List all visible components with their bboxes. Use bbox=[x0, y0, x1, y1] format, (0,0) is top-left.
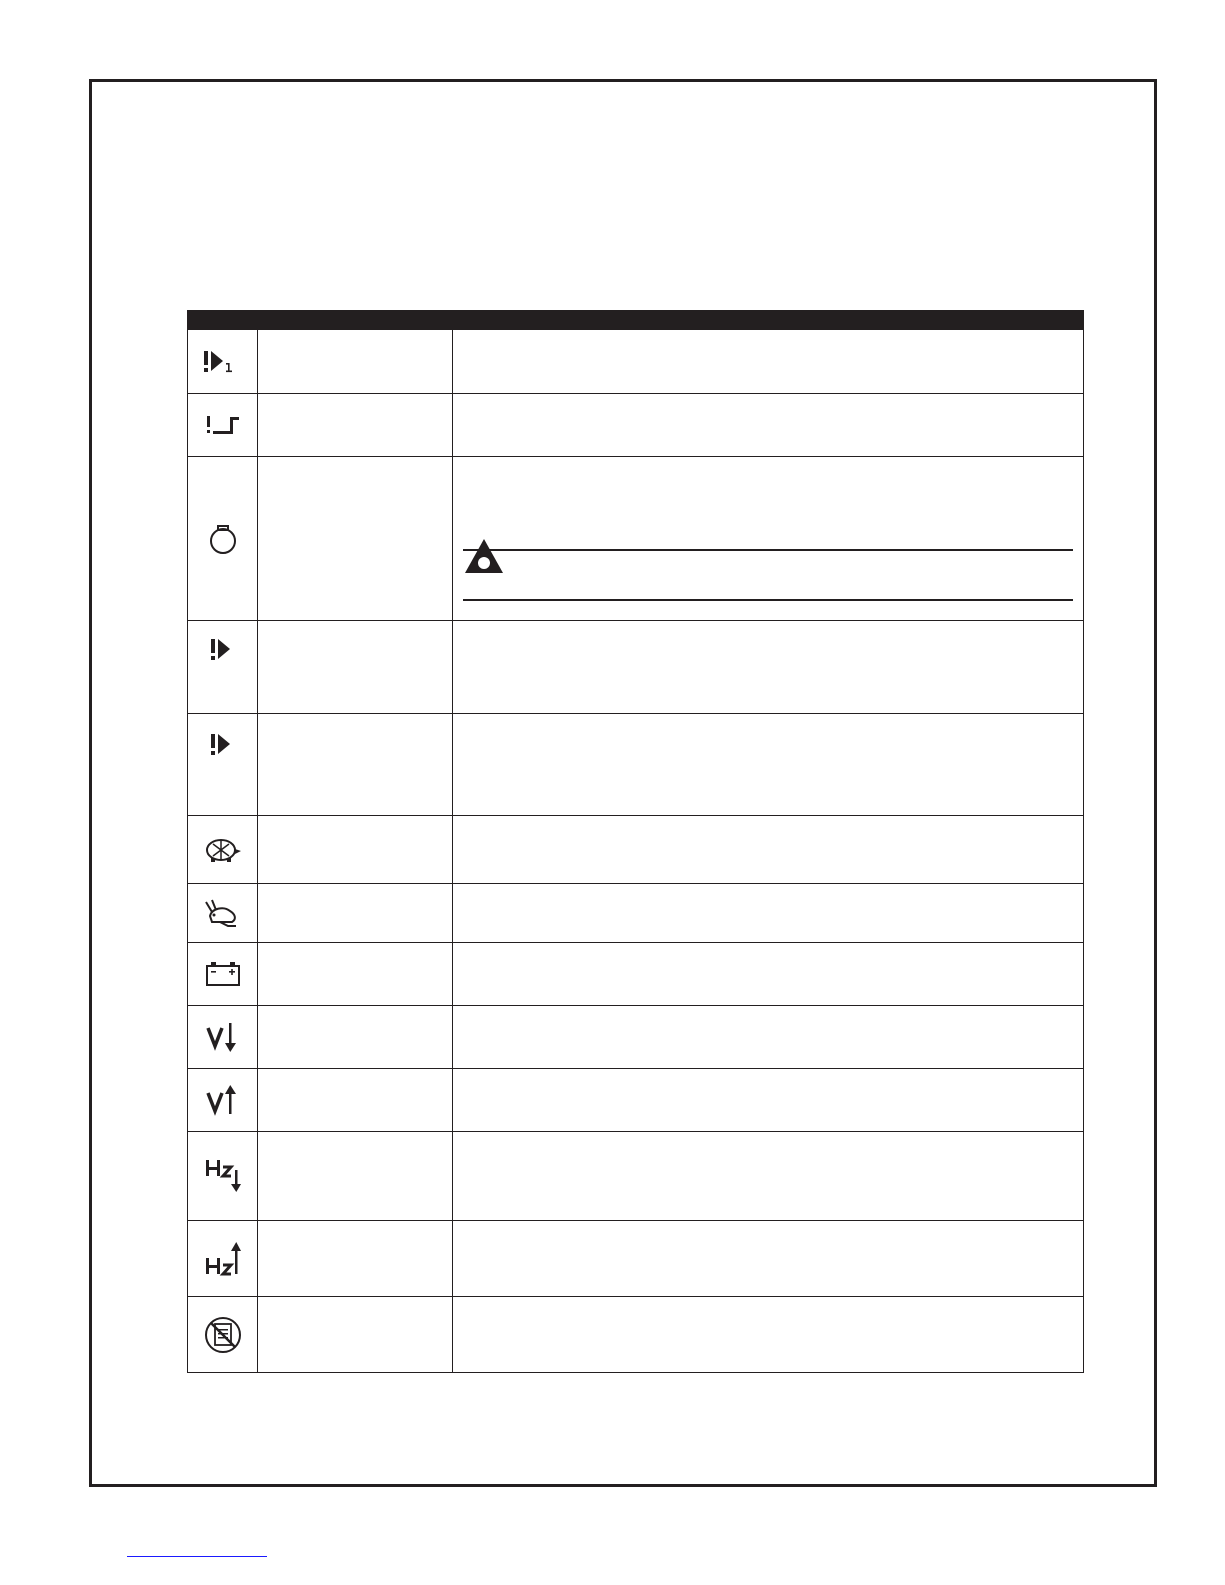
table-row bbox=[188, 1220, 1083, 1296]
frequency-low-icon bbox=[203, 1156, 243, 1194]
table-row bbox=[188, 713, 1083, 815]
description-cell bbox=[453, 943, 1083, 1005]
name-cell bbox=[258, 457, 453, 620]
footer-link-underline[interactable] bbox=[127, 1556, 267, 1557]
voltage-low-icon bbox=[205, 1020, 241, 1054]
description-cell bbox=[453, 457, 1083, 620]
description-cell bbox=[453, 1006, 1083, 1068]
icon-cell bbox=[188, 1006, 258, 1068]
name-cell bbox=[258, 714, 453, 815]
voltage-high-icon bbox=[205, 1083, 241, 1117]
table-header-bar bbox=[188, 311, 1083, 329]
frequency-high-icon bbox=[203, 1240, 243, 1278]
name-cell bbox=[258, 816, 453, 883]
description-cell bbox=[453, 714, 1083, 815]
name-cell bbox=[258, 621, 453, 713]
icon-cell bbox=[188, 884, 258, 942]
name-cell bbox=[258, 394, 453, 456]
table-row bbox=[188, 1068, 1083, 1131]
engine-oil-icon bbox=[206, 524, 240, 554]
table-row bbox=[188, 815, 1083, 883]
name-cell bbox=[258, 1221, 453, 1296]
icon-cell bbox=[188, 1132, 258, 1220]
icon-cell bbox=[188, 330, 258, 393]
table-row bbox=[188, 1131, 1083, 1220]
fault-arrow-icon bbox=[208, 732, 238, 756]
table-row bbox=[188, 883, 1083, 942]
name-cell bbox=[258, 1069, 453, 1131]
name-cell bbox=[258, 1132, 453, 1220]
caution-block bbox=[463, 537, 1073, 601]
name-cell bbox=[258, 330, 453, 393]
description-cell bbox=[453, 1221, 1083, 1296]
description-cell bbox=[453, 1132, 1083, 1220]
fault-shutdown-1-icon bbox=[201, 349, 245, 375]
icon-table bbox=[187, 310, 1084, 1373]
battery-icon bbox=[204, 960, 242, 988]
icon-cell bbox=[188, 621, 258, 713]
name-cell bbox=[258, 1297, 453, 1372]
description-cell bbox=[453, 330, 1083, 393]
table-row bbox=[188, 620, 1083, 713]
fault-arrow-icon bbox=[208, 637, 238, 661]
icon-cell bbox=[188, 1221, 258, 1296]
name-cell bbox=[258, 884, 453, 942]
description-cell bbox=[453, 1069, 1083, 1131]
table-row bbox=[188, 456, 1083, 620]
icon-cell bbox=[188, 816, 258, 883]
icon-cell bbox=[188, 1069, 258, 1131]
table-row bbox=[188, 1296, 1083, 1372]
table-row bbox=[188, 329, 1083, 393]
fault-low-level-icon bbox=[203, 413, 243, 437]
table-row bbox=[188, 1005, 1083, 1068]
rabbit-fast-icon bbox=[202, 898, 244, 928]
caution-bottom-rule bbox=[463, 599, 1073, 601]
icon-cell bbox=[188, 714, 258, 815]
icon-cell bbox=[188, 1297, 258, 1372]
description-cell bbox=[453, 1297, 1083, 1372]
name-cell bbox=[258, 943, 453, 1005]
description-cell bbox=[453, 884, 1083, 942]
description-cell bbox=[453, 394, 1083, 456]
icon-cell bbox=[188, 394, 258, 456]
caution-top-rule bbox=[463, 549, 1073, 551]
icon-cell bbox=[188, 457, 258, 620]
description-cell bbox=[453, 816, 1083, 883]
description-cell bbox=[453, 621, 1083, 713]
icon-cell bbox=[188, 943, 258, 1005]
turtle-slow-icon bbox=[202, 836, 244, 864]
name-cell bbox=[258, 1006, 453, 1068]
caution-icon bbox=[463, 537, 505, 575]
table-row bbox=[188, 393, 1083, 456]
table-row bbox=[188, 942, 1083, 1005]
no-service-icon bbox=[202, 1315, 244, 1355]
